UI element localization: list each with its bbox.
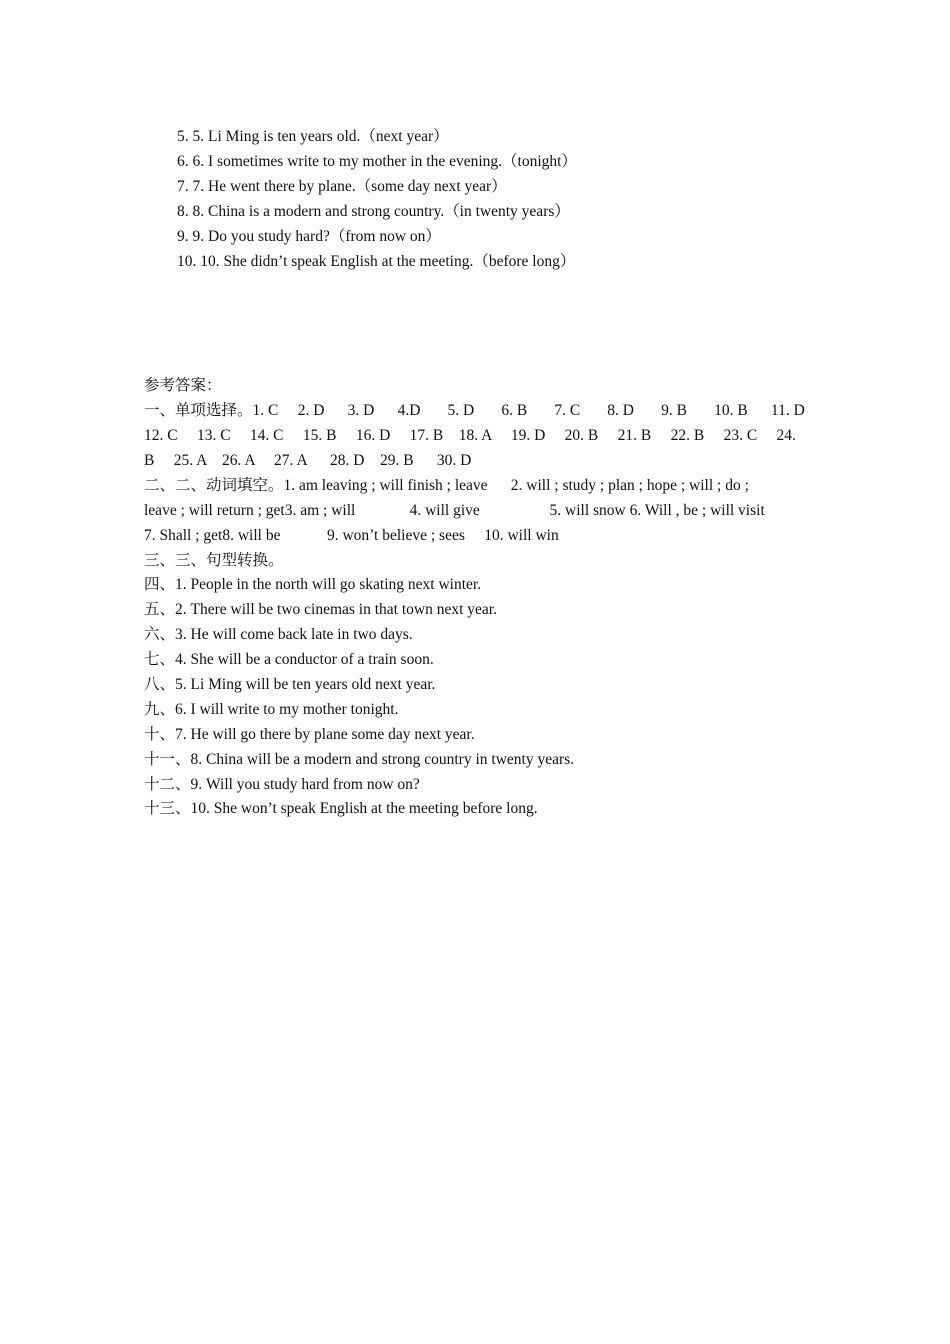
answers-section1-line2: 12. C 13. C 14. C 15. B 16. D 17. B 18. A 19. D 20. B 21. B 22. B 23. C 24.	[144, 427, 796, 444]
rewrite-answer-6: 九、6. I will write to my mother tonight.	[144, 701, 399, 718]
question-9: 9. 9. Do you study hard?（from now on）	[177, 228, 441, 245]
rewrite-answer-3: 六、3. He will come back late in two days.	[144, 626, 413, 643]
answers-section1-line3: B 25. A 26. A 27. A 28. D 29. B 30. D	[144, 452, 472, 469]
answers-section3-heading: 三、三、句型转换。	[144, 552, 284, 569]
rewrite-answer-8: 十一、8. China will be a modern and strong country in twenty years.	[144, 751, 575, 768]
rewrite-answer-2: 五、2. There will be two cinemas in that town next year.	[144, 601, 497, 618]
answers-section1-line1: 一、单项选择。1. C 2. D 3. D 4.D 5. D 6. B 7. C 8. D 9. B 10. B 11. D	[144, 402, 805, 419]
rewrite-answer-7: 十、7. He will go there by plane some day next year.	[144, 726, 475, 743]
question-7: 7. 7. He went there by plane.（some day next year）	[177, 178, 507, 195]
rewrite-answer-1: 四、1. People in the north will go skating next winter.	[144, 576, 482, 593]
rewrite-answer-5: 八、5. Li Ming will be ten years old next year.	[144, 676, 436, 693]
answers-section2-line3: 7. Shall ; get8. will be 9. won’t believe ; sees 10. will win	[144, 527, 559, 544]
answers-heading: 参考答案：	[144, 377, 222, 394]
rewrite-answer-4: 七、4. She will be a conductor of a train soon.	[144, 651, 434, 668]
rewrite-answer-9: 十二、9. Will you study hard from now on?	[144, 776, 420, 793]
rewrite-answer-10: 十三、10. She won’t speak English at the meeting before long.	[144, 800, 538, 817]
answers-section2-line1: 二、二、动词填空。1. am leaving ; will finish ; leave 2. will ; study ; plan ; hope ; will ; do ;	[144, 477, 749, 494]
answers-section2-line2: leave ; will return ; get3. am ; will 4. will give 5. will snow 6. Will , be ; will visit	[144, 502, 765, 519]
question-10: 10. 10. She didn’t speak English at the meeting.（before long）	[177, 253, 576, 270]
question-8: 8. 8. China is a modern and strong country.（in twenty years）	[177, 203, 570, 220]
question-6: 6. 6. I sometimes write to my mother in the evening.（tonight）	[177, 153, 577, 170]
question-5: 5. 5. Li Ming is ten years old.（next year）	[177, 128, 449, 145]
